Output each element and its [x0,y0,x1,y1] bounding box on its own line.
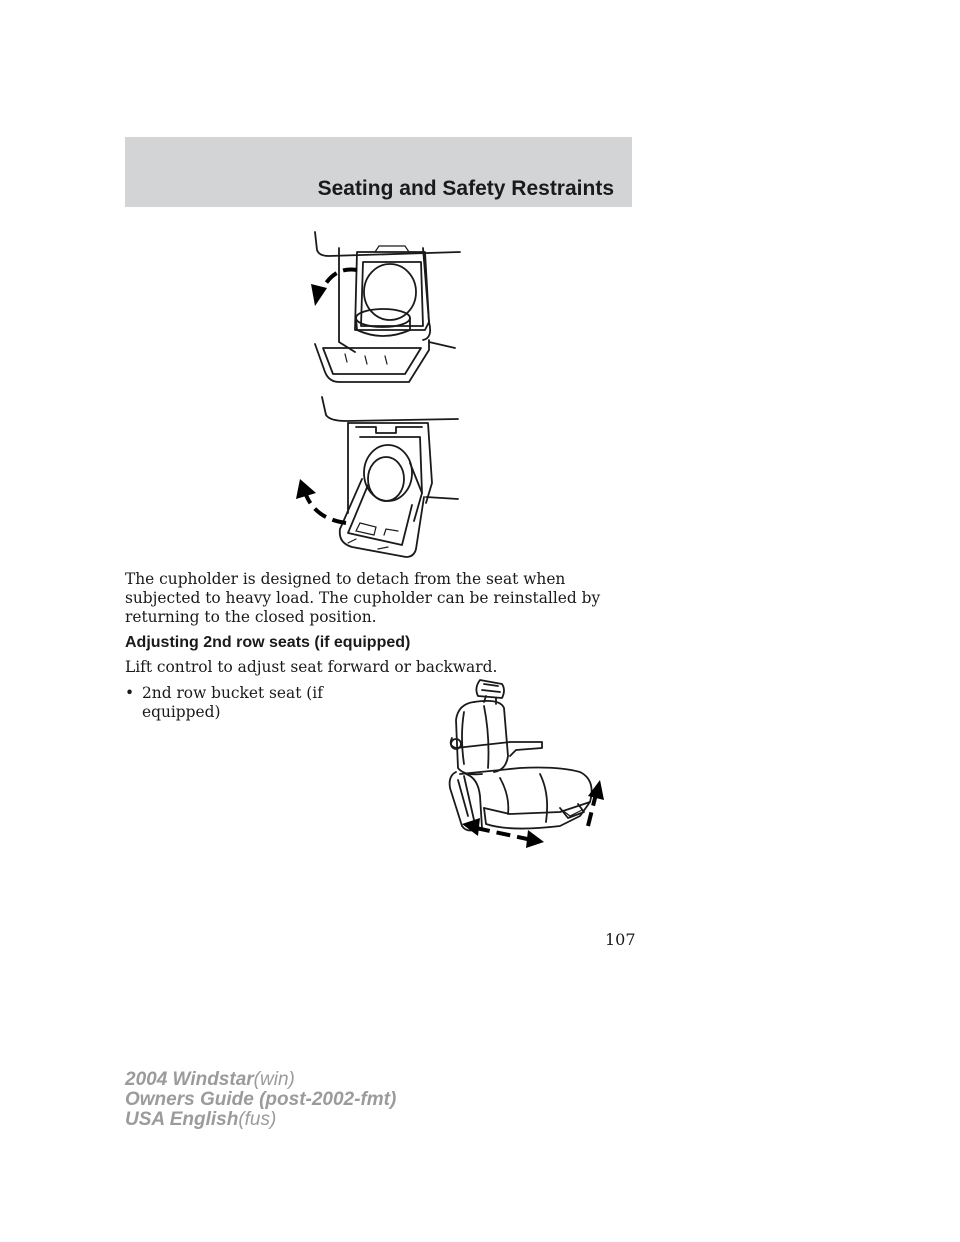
footer-language-code: (fus) [238,1109,277,1130]
section-header-band [125,137,632,207]
document-footer [125,1070,396,1130]
footer-model-code: (win) [253,1069,295,1090]
cupholder-open-illustration [305,222,465,390]
bullet-text: 2nd row bucket seat (if equipped) [142,684,323,721]
bullet-list-item [125,684,325,722]
bullet-marker: • [125,684,135,702]
cupholder-closing-illustration [290,393,460,563]
paragraph-lift-control: Lift control to adjust seat forward or backward. [125,658,498,676]
paragraph-cupholder-detach: The cupholder is designed to detach from the seat when subjected to heavy load. The cupholder can be reinstalled by returning to the closed position. [125,570,601,626]
section-title: Seating and Safety Restraints [317,177,614,200]
footer-guide: Owners Guide (post-2002-fmt) [125,1089,397,1110]
footer-model: 2004 Windstar [125,1069,254,1090]
subheading-adjusting-seats: Adjusting 2nd row seats (if equipped) [125,634,411,651]
page-number: 107 [605,930,636,949]
bucket-seat-illustration [440,676,615,851]
footer-language: USA English [125,1109,239,1130]
